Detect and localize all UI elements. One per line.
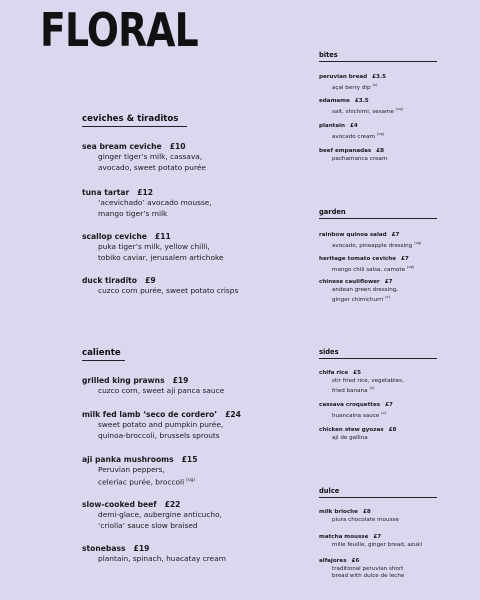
section-title-caliente: caliente: [82, 348, 125, 361]
dish-name: sea bream ceviche: [82, 142, 162, 151]
dish-name: chicken stew gyozas: [319, 427, 384, 433]
dish-name: peruvian bread: [319, 74, 368, 80]
menu-item: [82, 142, 307, 173]
logo-wordmark: FLORAL: [40, 3, 198, 57]
dietary-tag: (v): [381, 410, 387, 415]
menu-item: [82, 376, 307, 397]
dish-price: £7: [373, 534, 382, 540]
menu-item: [82, 544, 307, 565]
menu-item: [319, 370, 459, 396]
section-title-garden: garden: [319, 208, 437, 219]
dish-description: sweet potato and pumpkin purée, quinoa-broccoli, brussels sprouts: [98, 420, 224, 440]
dish-name: cassava croquettes: [319, 402, 381, 408]
ceviches-section: [82, 114, 307, 127]
dish-name: milk fed lamb ‘seco de cordero’: [82, 410, 218, 419]
dish-description: avocado, pineapple dressing: [332, 242, 413, 249]
dish-name: scallop ceviche: [82, 232, 147, 241]
dish-description: açai berry dip: [332, 84, 371, 91]
dish-price: £9: [145, 276, 156, 285]
section-title-bites: bites: [319, 51, 437, 62]
dish-price: £7: [385, 402, 393, 408]
dish-price: £10: [169, 142, 186, 151]
garden-section: [319, 208, 459, 219]
dietary-tag: (vg): [395, 106, 404, 111]
dish-price: £8: [362, 509, 371, 515]
dish-price: £7: [391, 232, 400, 238]
dish-name: chinese cauliflower: [319, 279, 380, 285]
dish-description: plantain, spinach, huacatay cream: [98, 554, 226, 563]
menu-item: [319, 74, 459, 92]
dish-name: duck tiradito: [82, 276, 138, 285]
dish-description: ginger tiger’s milk, cassava, avocado, sweet potato purée: [98, 152, 206, 172]
dish-name: aji panka mushrooms: [82, 455, 174, 464]
menu-item: [82, 455, 307, 487]
dish-price: £22: [164, 500, 181, 509]
bites-section: [319, 51, 459, 62]
dish-description: pachamanca cream: [332, 155, 388, 162]
dish-name: grilled king prawns: [82, 376, 165, 385]
dish-description: puka tiger’s milk, yellow chilli, tobiko caviar, jerusalem artichoke: [98, 242, 224, 262]
dish-price: £3.5: [372, 74, 386, 80]
dish-price: £6: [351, 558, 360, 564]
dish-name: stonebass: [82, 544, 126, 553]
dish-price: £19: [172, 376, 189, 385]
dish-price: £3.5: [354, 98, 369, 104]
section-title-ceviches: ceviches & tiraditos: [82, 114, 187, 127]
menu-item: [82, 188, 307, 219]
dish-name: milk brioche: [319, 509, 358, 515]
dish-price: £19: [133, 544, 150, 553]
menu-item: [319, 256, 459, 274]
sides-section: [319, 348, 459, 359]
dish-description: cuzco corn, sweet aji panca sauce: [98, 386, 225, 395]
dish-description: aji de gallina: [332, 434, 368, 441]
caliente-section: [82, 348, 307, 361]
dish-description: ‘acevichado’ avocado mousse, mango tiger’s milk: [98, 198, 212, 218]
menu-item: [319, 534, 459, 549]
menu-item: [319, 427, 459, 442]
menu-item: [319, 232, 459, 250]
dietary-tag: (vg): [407, 264, 415, 269]
dish-name: alfajores: [319, 558, 347, 564]
dietary-tag: (vg): [414, 240, 422, 245]
dish-price: £15: [181, 455, 198, 464]
dish-name: plantain: [319, 123, 346, 129]
dish-name: beef empanadas: [319, 148, 372, 154]
dish-price: £7: [401, 256, 409, 262]
dish-price: £8: [388, 427, 397, 433]
dish-description: mango chili salsa, camote: [332, 266, 406, 273]
dulce-section: [319, 487, 459, 498]
dish-price: £12: [137, 188, 154, 197]
dish-description: andean green dressing, ginger chimichurri: [332, 286, 399, 303]
dish-price: £24: [225, 410, 241, 419]
menu-item: [319, 509, 459, 524]
dish-description: huancaina sauce: [332, 412, 380, 419]
dietary-tag: (v): [369, 386, 375, 391]
dish-description: demi-glace, aubergine anticucho, ‘criolla’ sauce slow braised: [98, 510, 222, 530]
dietary-tag: (v): [385, 295, 391, 300]
dish-description: piura chocolate mousse: [332, 516, 399, 523]
dish-name: edamame: [319, 98, 350, 104]
dish-name: tuna tartar: [82, 188, 130, 197]
floral-logo: [40, 3, 198, 57]
menu-item: [82, 500, 307, 531]
dish-description: stir fried rice, vegetables, fried banana: [332, 377, 404, 394]
menu-item: [319, 123, 459, 141]
dish-description: cuzco corn purée, sweet potato crisps: [98, 286, 239, 295]
vegan-tag: (vg): [186, 477, 196, 483]
dish-price: £11: [154, 232, 171, 241]
dish-name: chifa rice: [319, 370, 349, 376]
dish-description: mille feuille, ginger bread, azuki: [332, 541, 423, 548]
dietary-tag: (v): [372, 82, 378, 87]
dietary-tag: (vg): [377, 131, 385, 136]
dish-name: heritage tomato ceviche: [319, 256, 396, 262]
menu-item: [319, 279, 459, 305]
dish-name: rainbow quinoa salad: [319, 232, 387, 238]
dish-name: slow-cooked beef: [82, 500, 157, 509]
dish-description: avocado cream: [332, 133, 375, 140]
dish-price: £8: [376, 148, 385, 154]
section-title-sides: sides: [319, 348, 437, 359]
menu-item: [82, 276, 307, 297]
menu-item: [319, 98, 459, 116]
dish-name: matcha mousse: [319, 534, 369, 540]
dish-description: traditional peruvian short bread with dulce de leche: [332, 565, 405, 580]
dish-price: £5: [353, 370, 361, 376]
dish-description: salt, shichimi, sesame: [332, 108, 394, 115]
section-title-dulce: dulce: [319, 487, 437, 498]
menu-item: [82, 410, 307, 441]
dish-price: £7: [384, 279, 393, 285]
menu-item: [319, 402, 459, 420]
menu-item: [319, 148, 459, 163]
menu-item: [82, 232, 307, 263]
menu-item: [319, 558, 459, 581]
dish-price: £4: [350, 123, 358, 129]
dish-description: Peruvian peppers, celeriac purée, broccoli $^{(vg)}$: [98, 465, 196, 486]
